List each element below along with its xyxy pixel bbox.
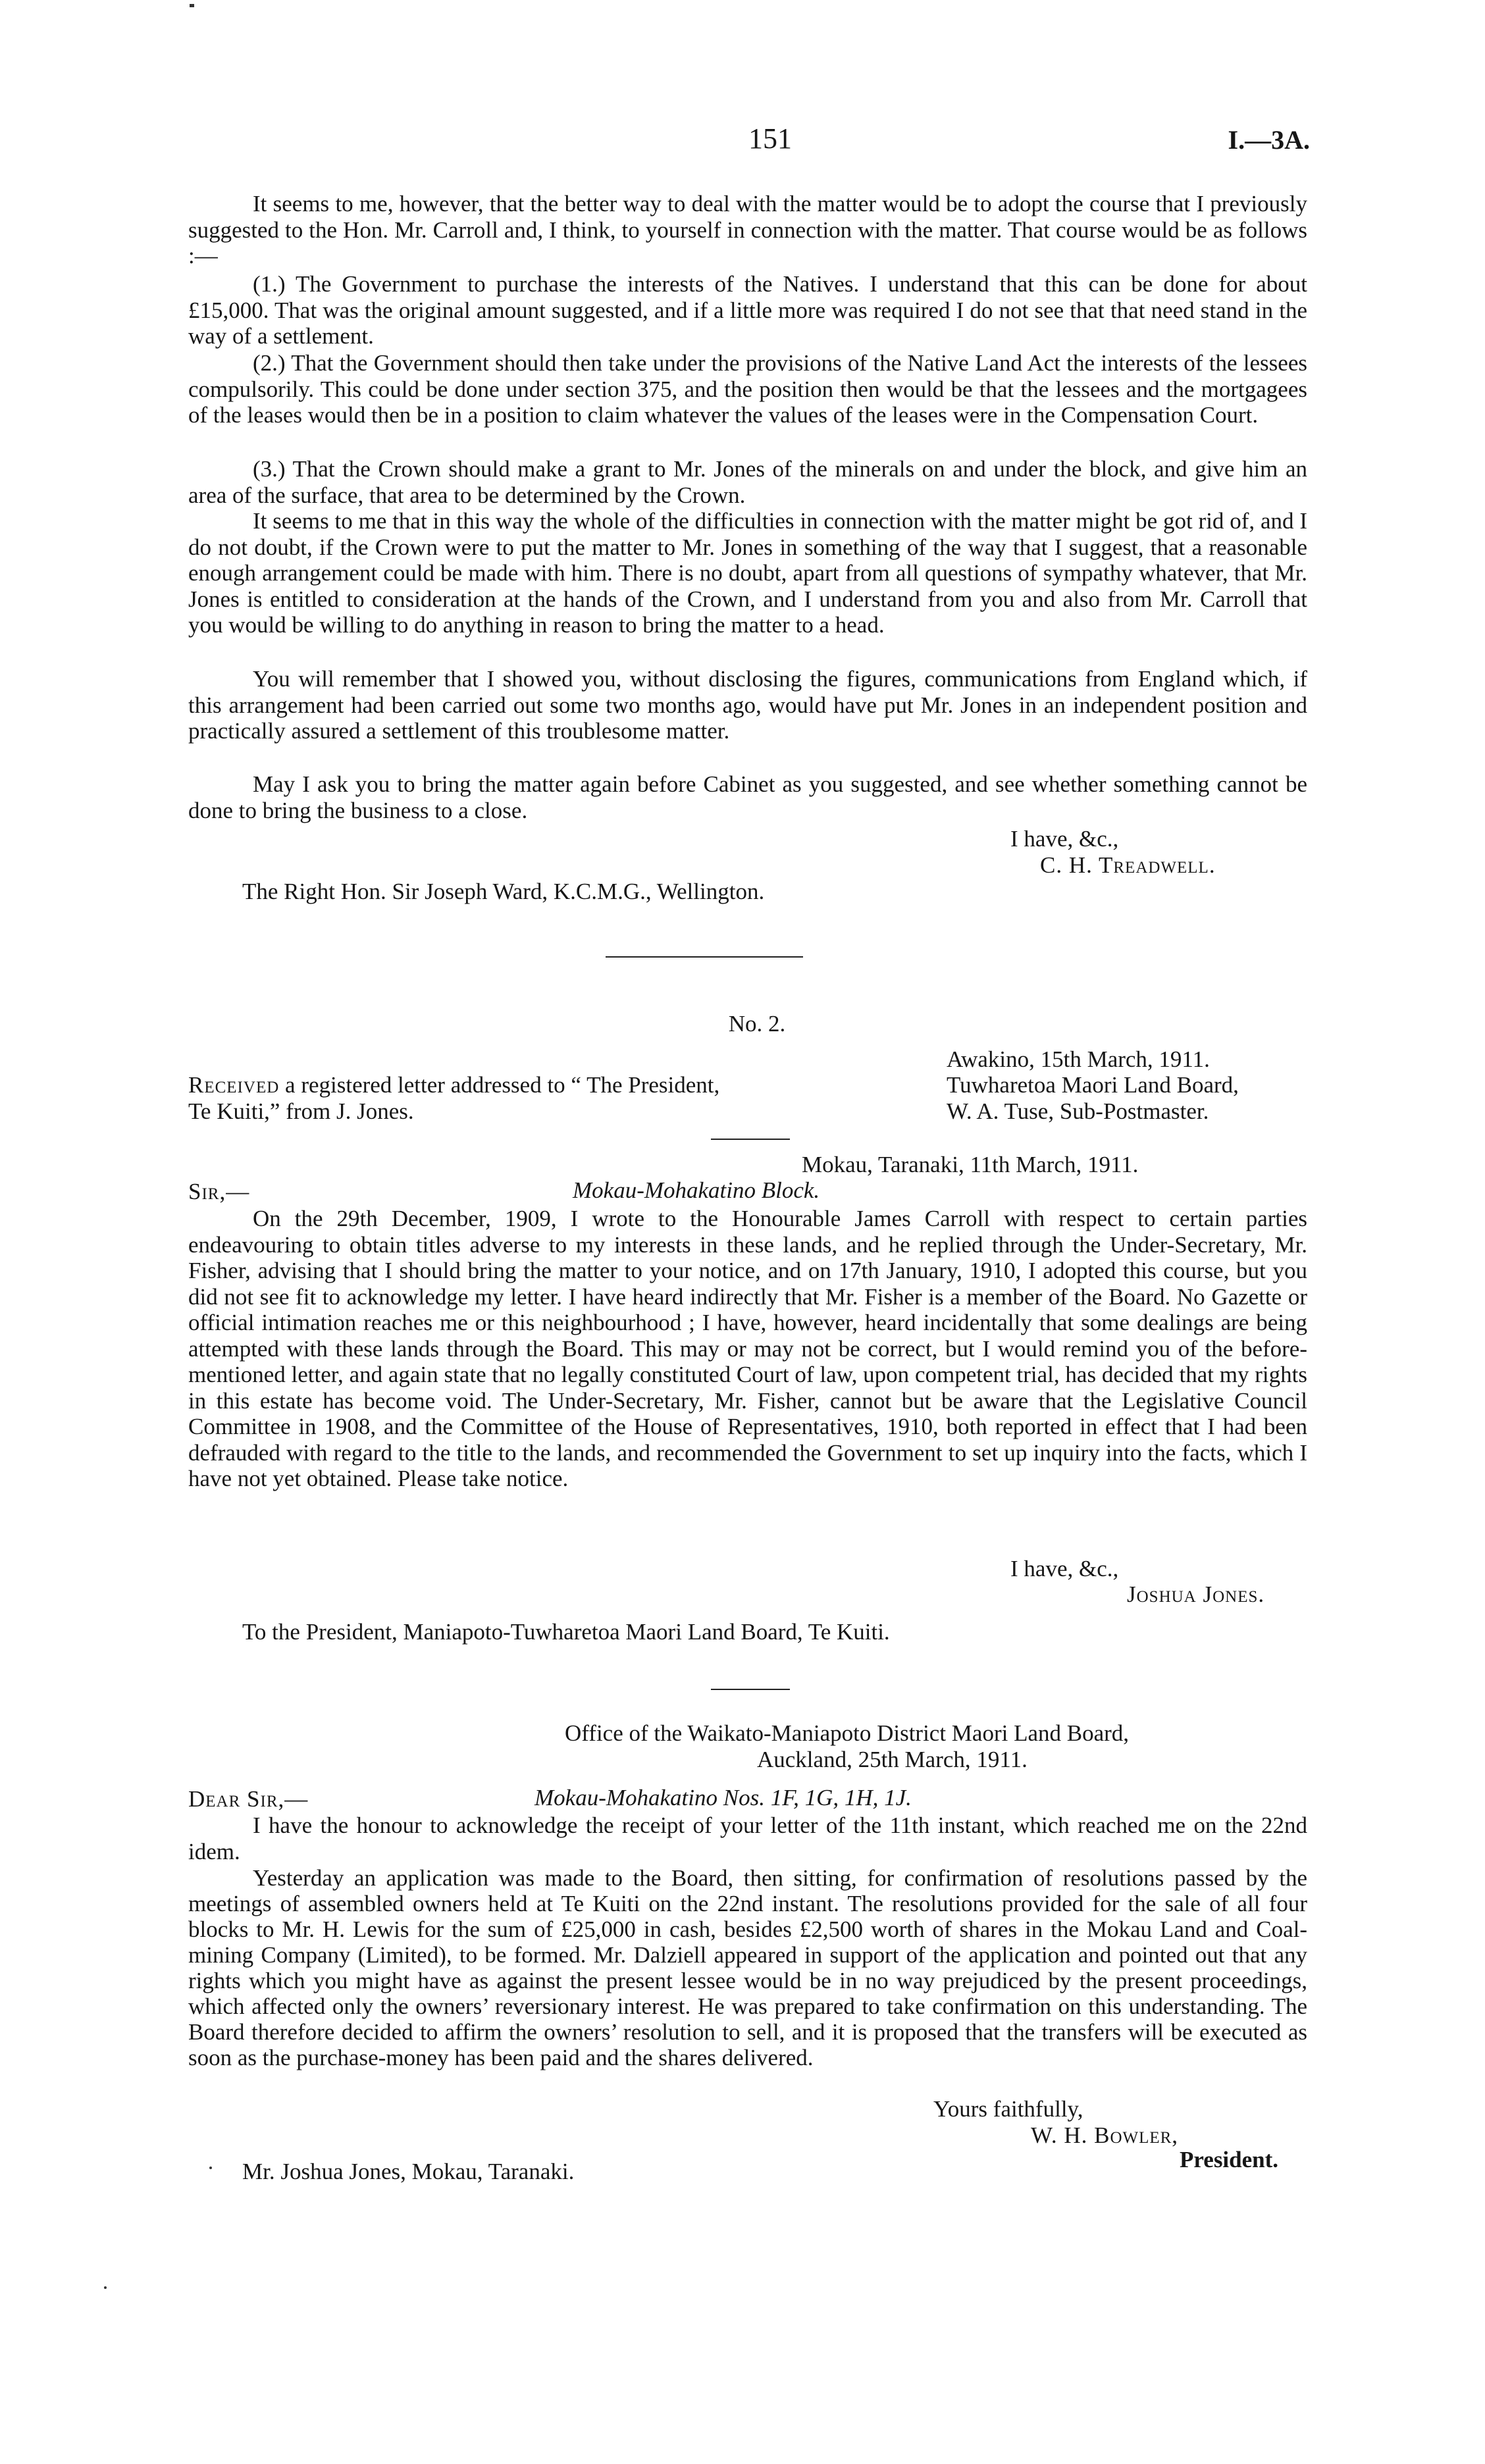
paragraph: (3.) That the Crown should make a grant to Mr. Jones of the minerals on and under the block, and give him an area of the surface, that area to be determined by the Crown. [188,456,1307,508]
closing: I have, &c., [1010,1556,1119,1581]
telegram-line-1 [188,1072,719,1098]
paragraph: (1.) The Government to purchase the interests of the Natives. I understand that this can be done for about £15,000. That was the original amount suggested, and if a little more was required I do not see that that need stand in the way of a settlement. [188,271,1307,349]
telegram-place-date: Awakino, 15th March, 1911. [947,1046,1210,1072]
paragraph: (2.) That the Government should then take under the provisions of the Native Land Act the interests of the lessees compulsorily. This could be done under section 375, and the position then would be that the lessees and the mortgagees of the leases would then be in a position to claim whatever the values of the leases were in the Compensation Court. [188,350,1307,428]
paragraph: It seems to me, however, that the better way to deal with the matter would be to adopt the course that I previously suggested to the Hon. Mr. Carroll and, I think, to yourself in connection with the matter. That course would be as follows :— [188,191,1307,269]
addressee: To the President, Maniapoto-Tuwharetoa Maori Land Board, Te Kuiti. [242,1619,890,1645]
received-label: Received [188,1072,280,1098]
telegram-line-2: Te Kuiti,” from J. Jones. [188,1098,414,1124]
telegram-text: a registered letter addressed to “ The President, [285,1072,720,1098]
telegram-line-1-right: Tuwharetoa Maori Land Board, [947,1072,1239,1098]
salutation: Sir,— [188,1179,250,1204]
series-reference: I.—3A. [1228,125,1310,155]
scan-speck [209,2167,212,2169]
paragraph: May I ask you to bring the matter again before Cabinet as you suggested, and see whether something cannot be done to bring the business to a close. [188,771,1307,823]
paragraph: It seems to me that in this way the whole of the difficulties in connection with the matter might be got rid of, and I do not doubt, if the Crown were to put the matter to Mr. Jones in something of the way that I suggest, that a reasonable enough arrangement could be made with him. There is no doubt, apart from all questions of sympathy whatever, that Mr. Jones is entitled to consideration at the hands of the Crown, and I understand from you and also from Mr. Carroll that you would be willing to do anything in reason to bring the matter to a head. [188,508,1307,638]
letter-subject: Mokau-Mohakatino Block. [573,1177,820,1203]
letter-subject: Mokau-Mohakatino Nos. 1F, 1G, 1H, 1J. [534,1785,912,1810]
addressee: Mr. Joshua Jones, Mokau, Taranaki. [242,2159,575,2184]
letter-place-date: Mokau, Taranaki, 11th March, 1911. [802,1152,1139,1177]
section-divider [606,956,803,958]
telegram-sender: W. A. Tuse, Sub-Postmaster. [947,1098,1209,1124]
page-number: 151 [748,122,792,155]
signatory-title: President. [1180,2147,1279,2172]
signature: C. H. Treadwell. [1040,852,1216,878]
closing: I have, &c., [1010,826,1119,852]
signature: W. H. Bowler, [1031,2122,1179,2148]
office-line-1: Office of the Waikato-Maniapoto District Maori Land Board, [565,1720,1130,1746]
closing: Yours faithfully, [933,2096,1083,2122]
signature: Joshua Jones. [1127,1581,1265,1607]
document-number: No. 2. [728,1011,786,1037]
letter-body: On the 29th December, 1909, I wrote to the Honourable James Carroll with respect to certain parties endeavouring to obtain titles adverse to my interests in these lands, and he replied through the Under-Secretary, Mr. Fisher, advising that I should bring the matter to your notice, and on 17th January, 1910, I adopted this course, but you did not see fit to acknowledge my letter. I have heard indirectly that Mr. Fisher is a member of the Board. No Gazette or official intimation reaches me or this neighbourhood ; I have, however, heard incidentally that some dealings are being attempted with these lands through the Board. This may or may not be correct, but I would remind you of the before-mentioned letter, and again state that no legally constituted Court of law, upon competent trial, has decided that my rights in this estate has become void. The Under-Secretary, Mr. Fisher, cannot but be aware that the Legislative Council Committee in 1908, and the Committee of the House of Representatives, 1910, both reported in effect that I had been defrauded with regard to the title to the lands, and recommended the Government to set up inquiry into the facts, which I have not yet obtained. Please take notice. [188,1206,1307,1491]
addressee: The Right Hon. Sir Joseph Ward, K.C.M.G., Wellington. [242,879,765,904]
salutation: Dear Sir,— [188,1786,309,1812]
office-line-2: Auckland, 25th March, 1911. [757,1747,1028,1772]
scan-speck [190,4,194,7]
paragraph: Yesterday an application was made to the Board, then sitting, for confirmation of resolutions passed by the meetings of assembled owners held at Te Kuiti on the 22nd instant. The resolutions provided for the sale of all four blocks to Mr. H. Lewis for the sum of £25,000 in cash, besides £2,500 worth of shares in the Mokau Land and Coal-mining Company (Limited), to be formed. Mr. Dalziell appeared in support of the application and pointed out that any rights which you might have as against the present lessee would be in no way prejudiced by the present proceedings, which affected only the owners’ reversionary interest. He was prepared to take confirmation on this understanding. The Board therefore decided to affirm the owners’ resolution to sell, and it is proposed that the transfers will be executed as soon as the purchase-money has been paid and the shares delivered. [188,1865,1307,2070]
section-divider [711,1689,790,1690]
paragraph: I have the honour to acknowledge the receipt of your letter of the 11th instant, which reached me on the 22nd idem. [188,1812,1307,1864]
scan-speck [104,2286,107,2289]
short-divider [711,1139,790,1140]
paragraph: You will remember that I showed you, without disclosing the figures, communications from England which, if this arrangement had been carried out some two months ago, would have put Mr. Jones in an independent position and practically assured a settlement of this troublesome matter. [188,666,1307,744]
